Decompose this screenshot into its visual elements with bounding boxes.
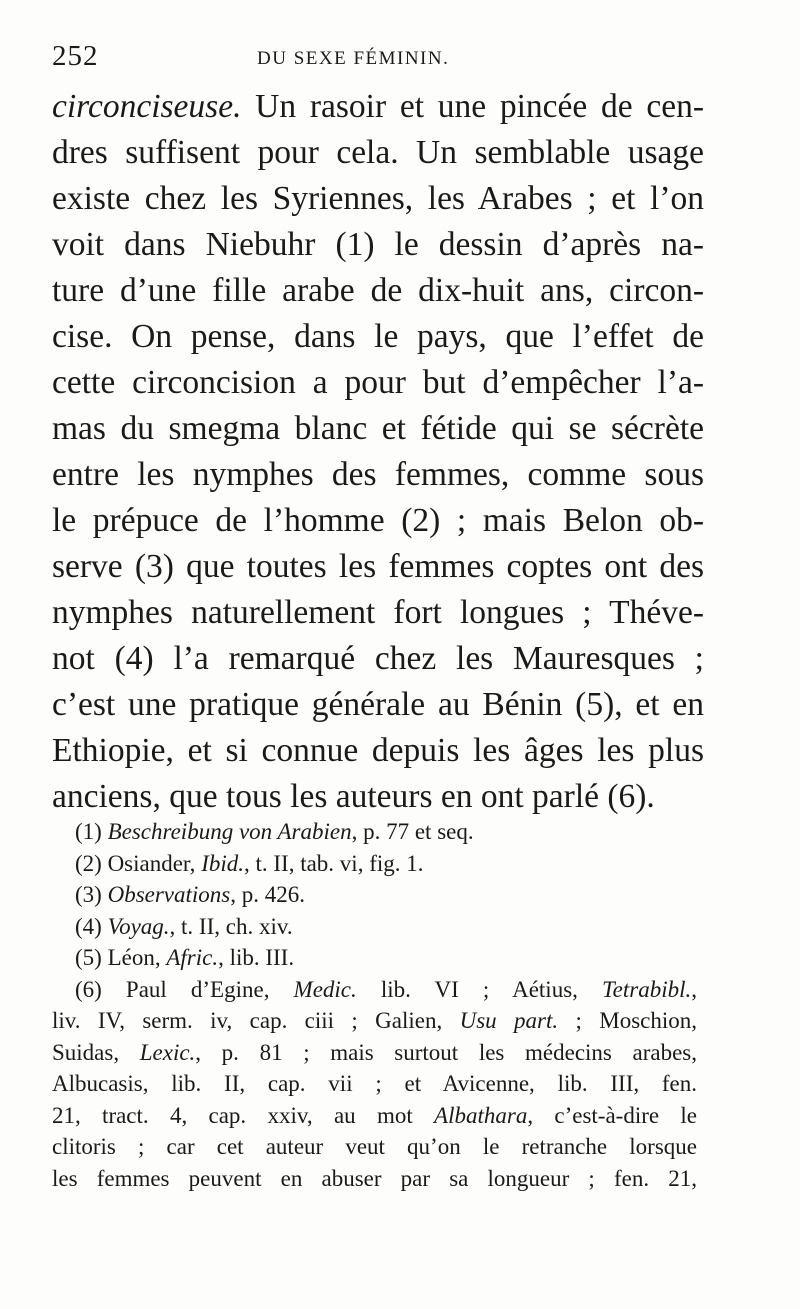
page-header [52,40,702,80]
footnote-line [52,1005,697,1037]
text-line [52,774,704,820]
text-run: , t. II, tab. vi, fig. 1. [244,850,424,876]
text-run: lib. VI ; Aétius, [356,976,602,1002]
italic-text: Observations [107,882,231,907]
text-line [52,590,704,636]
italic-text: Medic. [293,976,357,1002]
footnote-line [52,879,697,911]
text-run: les femmes peuvent en abuser par sa longueur ; fen. 21, [52,1165,697,1191]
text-run: , lib. III. [218,945,295,970]
text-run: (4) [75,913,108,939]
text-line [52,360,704,406]
text-run: , p. 81 ; mais surtout les médecins arabes, [195,1039,697,1065]
text-line [52,406,704,452]
footnote-line [52,1068,697,1100]
text-run: serve (3) que toutes les femmes coptes ont des [52,548,704,585]
text-run: (5) Léon, [75,945,167,970]
text-run: mas du smegma blanc et fétide qui se sécrète [52,410,704,447]
footnote-line [52,911,697,943]
italic-text: Ibid. [201,850,244,876]
italic-text: circonciseuse. [52,88,242,125]
italic-text: Albathara [434,1102,528,1128]
footnote-line [52,816,697,848]
footnotes [52,816,697,1194]
footnote-line [52,1163,697,1195]
text-run: 21, tract. 4, cap. xxiv, au mot [52,1102,435,1128]
text-line [52,498,704,544]
text-run: (6) Paul d’Egine, [75,976,294,1002]
text-run: not (4) l’a remarqué chez les Mauresques ; [52,640,704,677]
footnote-line [52,974,697,1006]
text-run: Albucasis, lib. II, cap. vii ; et Avicenne, lib. III, fen. [52,1071,697,1096]
text-run: (3) [75,882,108,907]
text-run: entre les nymphes des femmes, comme sous [52,456,704,493]
text-run: , [691,976,697,1002]
text-run: , p. 426. [230,882,305,907]
text-line [52,84,704,130]
text-run: clitoris ; car cet auteur veut qu’on le retranche lorsque [52,1134,697,1159]
text-run: cette circoncision a pour but d’empêcher l’a- [52,364,704,401]
text-run: Suidas, [52,1039,140,1065]
italic-text: Voyag. [107,913,170,939]
text-run: le prépuce de l’homme (2) ; mais Belon ob- [52,502,704,539]
text-line [52,268,704,314]
text-run: (2) Osiander, [75,850,202,876]
text-run: existe chez les Syriennes, les Arabes ; et l’on [52,180,704,217]
text-run: ; Moschion, [558,1008,697,1033]
text-line [52,682,704,728]
footnote-line [52,848,697,880]
footnote-line [52,942,697,974]
footnote-line [52,1100,697,1132]
page-number: 252 [52,40,99,72]
italic-text: Tetrabibl. [601,976,692,1002]
text-run: , t. II, ch. xiv. [169,913,293,939]
main-text [52,84,704,820]
text-run: , c’est-à-dire le [527,1102,697,1128]
text-line [52,728,704,774]
text-run: voit dans Niebuhr (1) le dessin d’après na- [52,226,704,263]
text-line [52,452,704,498]
text-line [52,176,704,222]
text-line [52,636,704,682]
text-run: Ethiopie, et si connue depuis les âges les plus [52,732,704,769]
text-run: Un rasoir et une pincée de cen- [241,88,704,125]
footnote-line [52,1037,697,1069]
text-run: dres suffisent pour cela. Un semblable usage [52,134,704,171]
text-run: anciens, que tous les auteurs en ont parlé (6). [52,778,655,815]
text-run: ture d’une fille arabe de dix-huit ans, circon- [52,272,704,309]
italic-text: Beschreibung von Arabien [107,819,352,844]
text-run: liv. IV, serm. iv, cap. ciii ; Galien, [52,1008,460,1033]
text-line [52,130,704,176]
text-run: nymphes naturellement fort longues ; Théve- [52,594,704,631]
italic-text: Lexic. [139,1039,196,1065]
running-title: DU SEXE FÉMININ. [257,48,450,69]
text-line [52,314,704,360]
text-run: , p. 77 et seq. [351,819,474,844]
text-line [52,222,704,268]
text-run: c’est une pratique générale au Bénin (5), et en [52,686,704,723]
italic-text: Usu part. [459,1008,559,1033]
text-line [52,544,704,590]
footnote-line [52,1131,697,1163]
text-run: cise. On pense, dans le pays, que l’effet de [52,318,704,355]
text-run: (1) [75,819,108,844]
italic-text: Afric. [166,945,219,970]
